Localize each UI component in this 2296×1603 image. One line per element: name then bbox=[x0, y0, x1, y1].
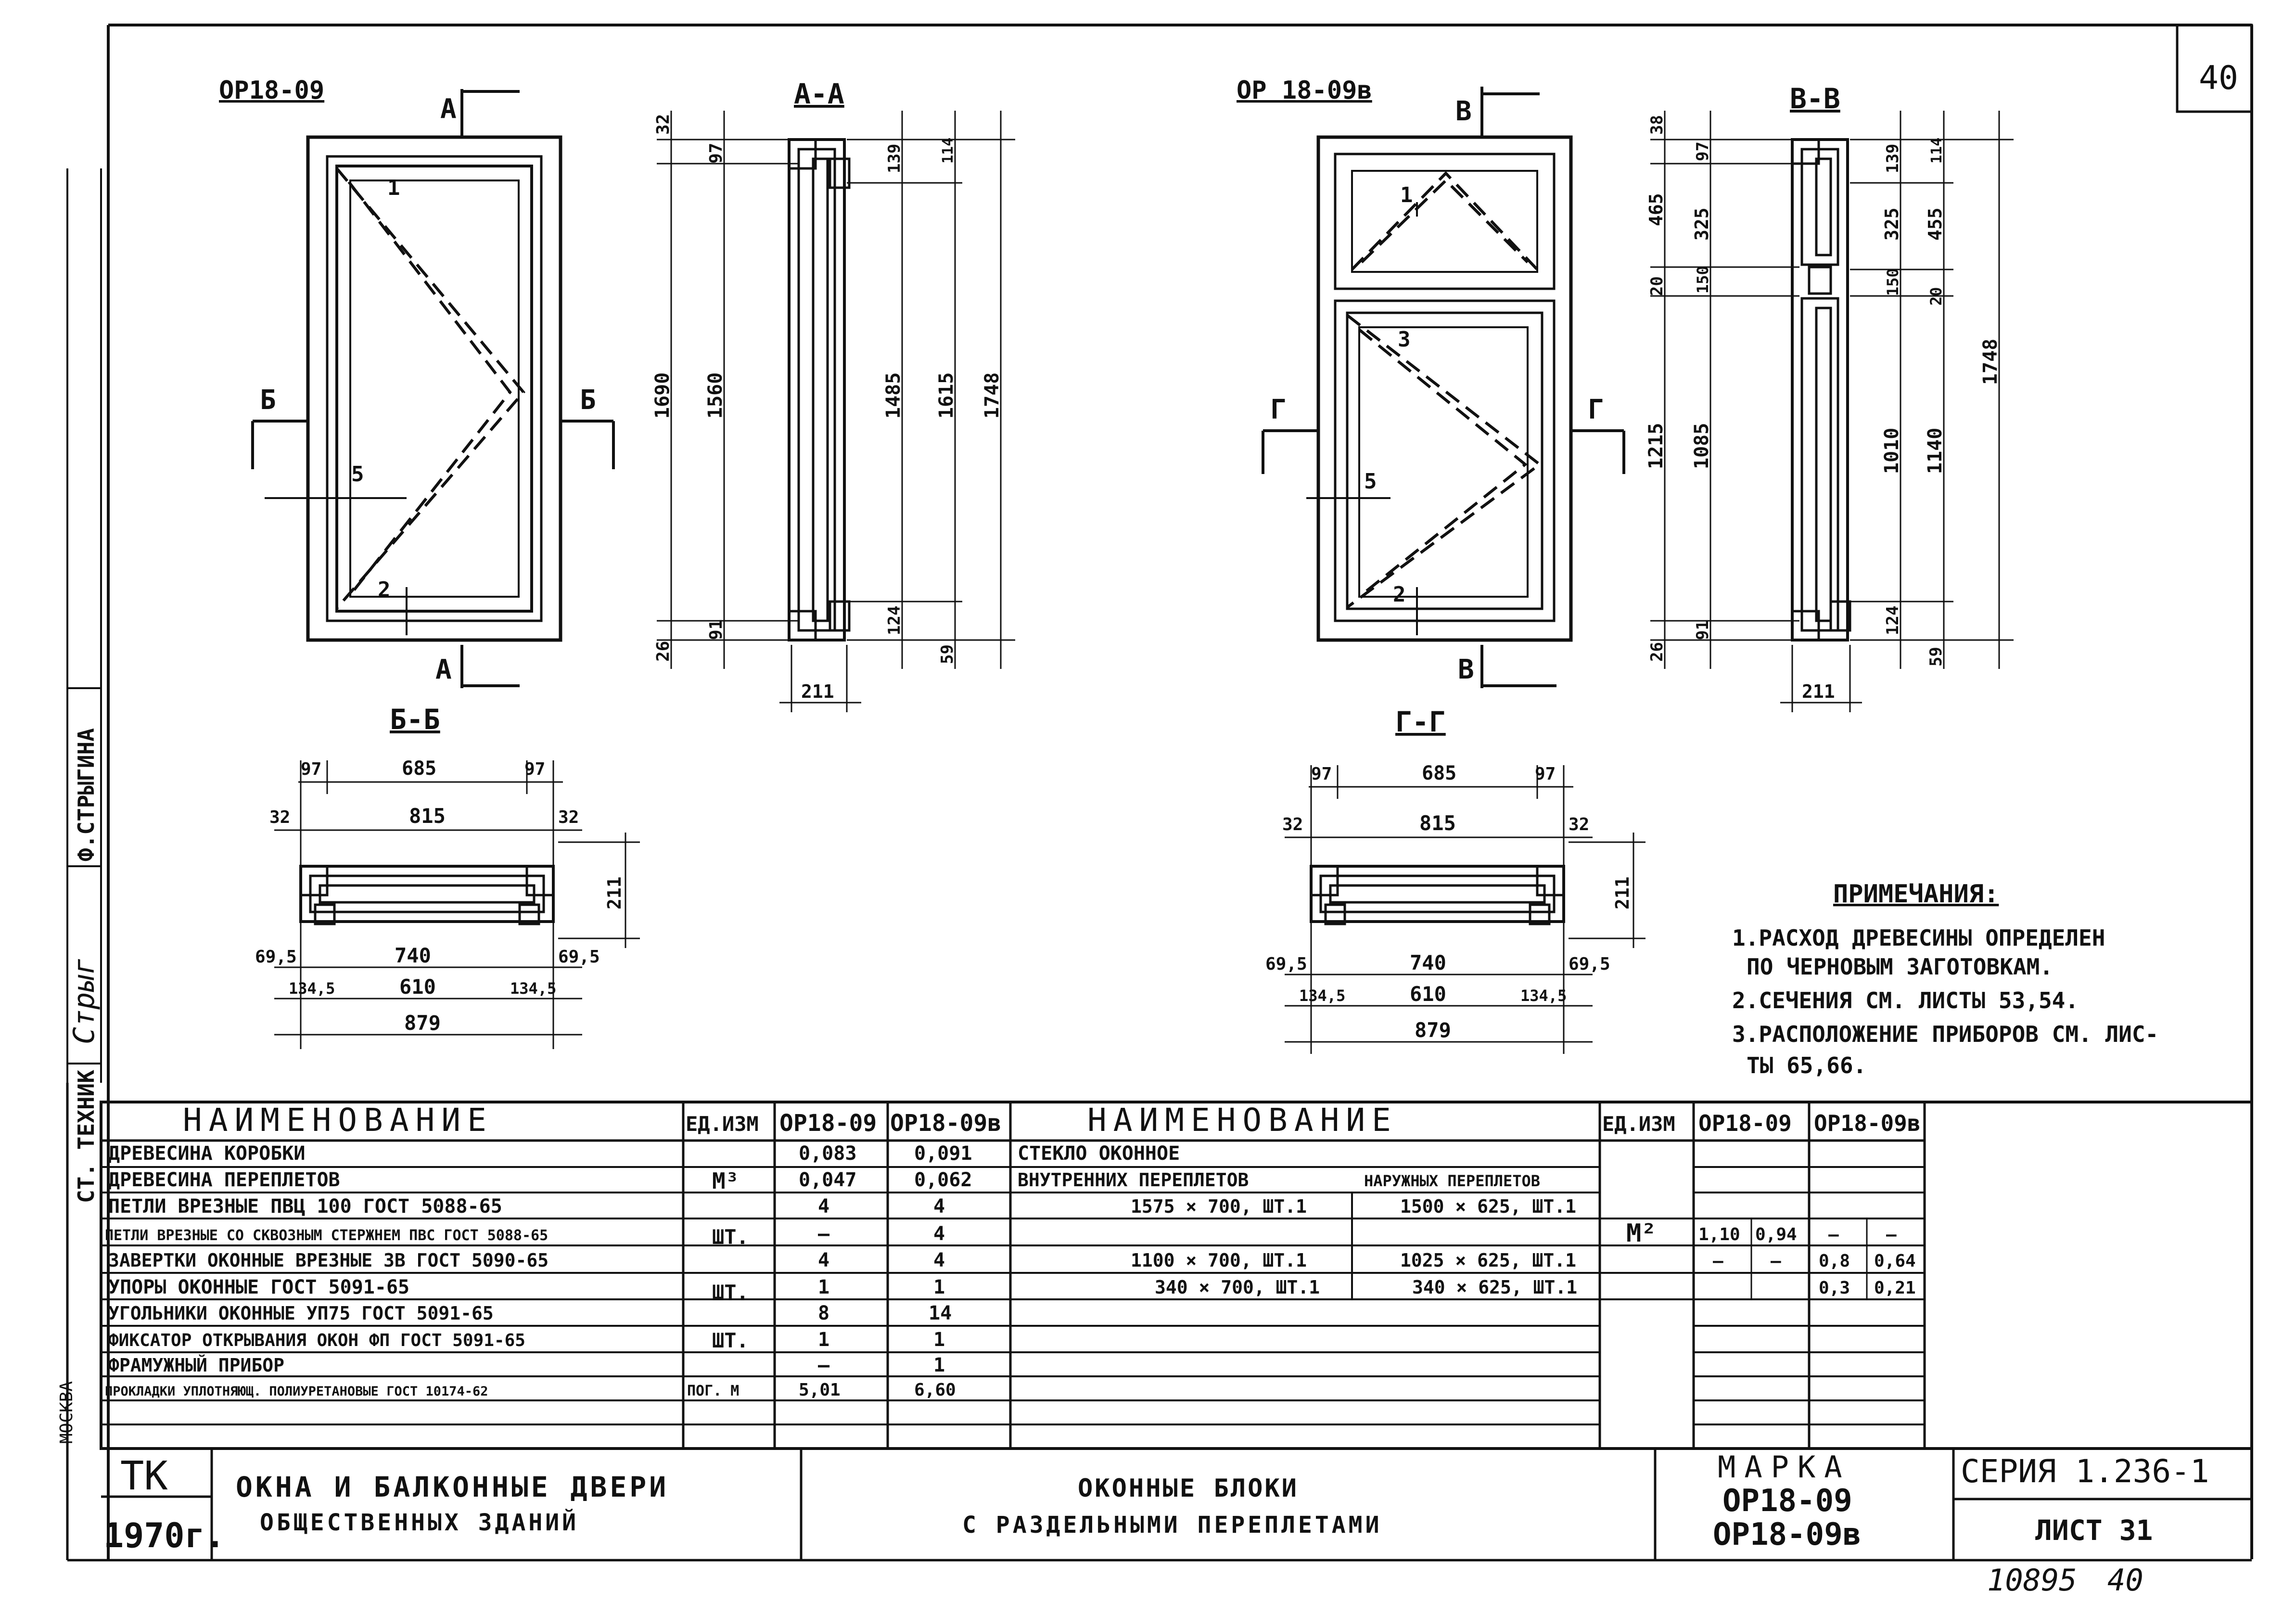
vv-dim-38: 38 bbox=[1647, 115, 1667, 135]
aa-dim-32: 32 bbox=[653, 114, 673, 135]
mat-row-5-unit: ШТ. bbox=[712, 1281, 749, 1304]
mat-row-1-b: 0,091 bbox=[914, 1142, 972, 1165]
title-marka-1: ОР18-09 bbox=[1722, 1483, 1852, 1519]
aa-dim-139: 139 bbox=[885, 143, 904, 173]
bb-dim-1345-left: 134,5 bbox=[289, 979, 335, 998]
right-callout-5: 5 bbox=[1364, 469, 1377, 494]
left-cut-a-top: А bbox=[440, 93, 457, 125]
note-line-3: 2.СЕЧЕНИЯ СМ. ЛИСТЫ 53,54. bbox=[1732, 987, 2079, 1013]
aa-dim-59: 59 bbox=[938, 644, 957, 664]
glass-r2-b2: 0,64 bbox=[1874, 1251, 1916, 1271]
vv-dim-114: 114 bbox=[1928, 137, 1945, 164]
vv-dim-465: 465 bbox=[1645, 193, 1667, 226]
left-callout-5: 5 bbox=[351, 462, 364, 487]
materials-header-name: НАИМЕНОВАНИЕ bbox=[183, 1102, 493, 1139]
glass-r3-b1: 0,3 bbox=[1819, 1278, 1850, 1298]
note-line-1: 1.РАСХОД ДРЕВЕСИНЫ ОПРЕДЕЛЕН bbox=[1732, 925, 2105, 951]
aa-dim-211: 211 bbox=[801, 681, 834, 702]
aa-dim-1615: 1615 bbox=[935, 372, 957, 419]
right-callout-2: 2 bbox=[1393, 582, 1406, 607]
mat-row-10-unit: ПОГ. М bbox=[687, 1383, 740, 1399]
glass-sub-inner: ВНУТРЕННИХ ПЕРЕПЛЕТОВ bbox=[1018, 1169, 1249, 1191]
mat-row-10-name: ПРОКЛАДКИ УПЛОТНЯЮЩ. ПОЛИУРЕТАНОВЫЕ ГОСТ 10174-62 bbox=[105, 1384, 488, 1399]
vv-dim-1140: 1140 bbox=[1924, 427, 1946, 474]
vv-dim-124: 124 bbox=[1883, 605, 1902, 635]
mat-row-3-b: 4 bbox=[933, 1195, 945, 1218]
bb-dim-685: 685 bbox=[402, 757, 437, 780]
vv-dim-97: 97 bbox=[1693, 141, 1712, 161]
bb-dim-1345-right: 134,5 bbox=[510, 979, 557, 998]
left-callout-1: 1 bbox=[387, 176, 400, 200]
right-callout-3: 3 bbox=[1398, 327, 1411, 352]
mat-row-1-unit: М³ bbox=[712, 1168, 739, 1194]
glass-r3-outer: 340 × 625, ШТ.1 bbox=[1412, 1277, 1578, 1298]
mat-row-6-b: 1 bbox=[933, 1276, 945, 1298]
aa-dim-91: 91 bbox=[706, 619, 726, 640]
aa-dim-114: 114 bbox=[940, 137, 957, 164]
mat-row-7-b: 14 bbox=[929, 1302, 952, 1324]
archive-number: 10895 bbox=[1987, 1563, 2077, 1598]
glass-r1-outer: 1500 × 625, ШТ.1 bbox=[1400, 1196, 1577, 1217]
mat-row-8-b: 1 bbox=[933, 1329, 945, 1351]
gg-dim-32-left: 32 bbox=[1282, 815, 1303, 834]
bb-dim-32-left: 32 bbox=[269, 808, 291, 827]
notes-title: ПРИМЕЧАНИЯ: bbox=[1833, 880, 1999, 909]
margin-location: МОСКВА bbox=[57, 1381, 77, 1444]
bb-dim-211: 211 bbox=[604, 876, 625, 910]
section-vv-title: В-В bbox=[1790, 82, 1840, 115]
mat-row-6-name: УПОРЫ ОКОННЫЕ ГОСТ 5091-65 bbox=[108, 1276, 410, 1298]
mat-row-2-name: ДРЕВЕСИНА ПЕРЕПЛЕТОВ bbox=[108, 1169, 340, 1191]
mat-row-1-a: 0,083 bbox=[799, 1142, 857, 1165]
vv-dim-91: 91 bbox=[1693, 620, 1712, 640]
title-marka-label: МАРКА bbox=[1718, 1449, 1851, 1485]
mat-row-3-name: ПЕТЛИ ВРЕЗНЫЕ ПВЦ 100 ГОСТ 5088-65 bbox=[108, 1195, 502, 1218]
note-line-4: 3.РАСПОЛОЖЕНИЕ ПРИБОРОВ СМ. ЛИС- bbox=[1732, 1021, 2159, 1047]
glass-r2-outer: 1025 × 625, ШТ.1 bbox=[1400, 1250, 1577, 1271]
mat-row-7-name: УГОЛЬНИКИ ОКОННЫЕ УП75 ГОСТ 5091-65 bbox=[108, 1303, 494, 1324]
glass-header-unit: ЕД.ИЗМ bbox=[1602, 1112, 1675, 1136]
title-project-line2: ОБЩЕСТВЕННЫХ ЗДАНИЙ bbox=[260, 1509, 579, 1536]
glass-sub-outer: НАРУЖНЫХ ПЕРЕПЛЕТОВ bbox=[1364, 1172, 1541, 1190]
sheet-number: 40 bbox=[2199, 59, 2238, 97]
bb-dim-695-left: 69,5 bbox=[255, 947, 297, 967]
title-year: 1970г. bbox=[103, 1516, 225, 1555]
vv-dim-59: 59 bbox=[1926, 647, 1946, 667]
gg-dim-740: 740 bbox=[1410, 951, 1446, 975]
vv-dim-20: 20 bbox=[1647, 276, 1667, 296]
glass-header-name: НАИМЕНОВАНИЕ bbox=[1087, 1102, 1398, 1139]
right-cut-g-right: Г bbox=[1588, 394, 1604, 425]
margin-name-label: Ф.СТРЫГИНА bbox=[73, 728, 99, 861]
glass-r2-b1: 0,8 bbox=[1819, 1251, 1850, 1271]
right-cut-g-left: Г bbox=[1270, 394, 1287, 425]
bb-dim-97-right: 97 bbox=[524, 759, 546, 779]
mat-row-4-b: 4 bbox=[933, 1223, 945, 1245]
mat-row-9-a: — bbox=[818, 1354, 830, 1376]
glass-header-b: ОР18-09в bbox=[1814, 1110, 1921, 1136]
title-drawing-line2: С РАЗДЕЛЬНЫМИ ПЕРЕПЛЕТАМИ bbox=[962, 1512, 1382, 1539]
mat-row-5-name: ЗАВЕРТКИ ОКОННЫЕ ВРЕЗНЫЕ ЗВ ГОСТ 5090-65 bbox=[108, 1250, 549, 1271]
mat-row-4-a: — bbox=[818, 1223, 830, 1245]
mat-row-9-b: 1 bbox=[933, 1354, 945, 1376]
bb-dim-740: 740 bbox=[395, 944, 431, 967]
mat-row-10-a: 5,01 bbox=[799, 1380, 841, 1400]
right-cut-v-top: В bbox=[1455, 96, 1472, 127]
glass-r1-a2: 0,94 bbox=[1755, 1225, 1797, 1244]
margin-role-label: СТ. ТЕХНИК bbox=[73, 1070, 99, 1203]
aa-dim-1690: 1690 bbox=[651, 372, 674, 419]
gg-dim-32-right: 32 bbox=[1569, 815, 1590, 834]
right-cut-v-bottom: В bbox=[1458, 654, 1474, 685]
title-series: СЕРИЯ 1.236-1 bbox=[1961, 1453, 2209, 1490]
glass-header-a: ОР18-09 bbox=[1698, 1110, 1792, 1136]
title-sheet: ЛИСТ 31 bbox=[2035, 1514, 2153, 1547]
vv-dim-1215: 1215 bbox=[1645, 423, 1667, 469]
glass-r3-inner: 340 × 700, ШТ.1 bbox=[1155, 1277, 1320, 1298]
bb-dim-32-right: 32 bbox=[558, 808, 579, 827]
section-bb-title: Б-Б bbox=[390, 703, 440, 736]
aa-dim-1560: 1560 bbox=[704, 372, 727, 419]
gg-dim-815: 815 bbox=[1419, 811, 1456, 835]
gg-dim-1345-right: 134,5 bbox=[1520, 987, 1567, 1005]
aa-dim-97: 97 bbox=[706, 142, 726, 164]
glass-r2-a1: — bbox=[1713, 1251, 1723, 1271]
left-cut-b-left: Б bbox=[260, 385, 276, 416]
note-line-2: ПО ЧЕРНОВЫМ ЗАГОТОВКАМ. bbox=[1747, 954, 2053, 980]
mat-row-4-name: ПЕТЛИ ВРЕЗНЫЕ СО СКВОЗНЫМ СТЕРЖНЕМ ПВС ГОСТ 5088-65 bbox=[105, 1227, 548, 1244]
mat-row-2-a: 0,047 bbox=[799, 1169, 857, 1191]
bb-dim-879: 879 bbox=[404, 1011, 441, 1035]
gg-dim-695-left: 69,5 bbox=[1265, 954, 1307, 974]
right-window-mark: ОР 18-09в bbox=[1237, 76, 1372, 105]
mat-row-2-b: 0,062 bbox=[914, 1169, 972, 1191]
glass-r1-a1: 1,10 bbox=[1698, 1225, 1740, 1244]
title-org: ТК bbox=[120, 1453, 168, 1499]
note-line-5: ТЫ 65,66. bbox=[1747, 1052, 1867, 1078]
materials-header-b: ОР18-09в bbox=[890, 1110, 1002, 1137]
vv-dim-325r: 325 bbox=[1881, 207, 1902, 241]
vv-dim-1085: 1085 bbox=[1691, 423, 1713, 469]
bb-dim-695-right: 69,5 bbox=[558, 947, 600, 967]
vv-dim-150r: 150 bbox=[1884, 268, 1902, 296]
gg-dim-97-left: 97 bbox=[1311, 764, 1332, 784]
gg-dim-97-right: 97 bbox=[1535, 764, 1556, 784]
glass-r3-b2: 0,21 bbox=[1874, 1278, 1916, 1298]
vv-dim-455: 455 bbox=[1925, 207, 1946, 241]
mat-row-3-a: 4 bbox=[818, 1195, 830, 1218]
glass-r1-b2: — bbox=[1886, 1225, 1897, 1244]
bb-dim-815: 815 bbox=[409, 804, 446, 828]
mat-row-7-a: 8 bbox=[818, 1302, 830, 1324]
vv-dim-1748: 1748 bbox=[1979, 338, 2002, 385]
title-marka-2: ОР18-09в bbox=[1713, 1517, 1862, 1552]
mat-row-8-a: 1 bbox=[818, 1329, 830, 1351]
mat-row-5-b: 4 bbox=[933, 1249, 945, 1271]
glass-title: СТЕКЛО ОКОННОЕ bbox=[1018, 1142, 1180, 1165]
title-drawing-line1: ОКОННЫЕ БЛОКИ bbox=[1078, 1474, 1299, 1503]
glass-r2-inner: 1100 × 700, ШТ.1 bbox=[1131, 1250, 1307, 1271]
vv-dim-325: 325 bbox=[1691, 207, 1712, 241]
right-callout-1: 1 bbox=[1400, 183, 1413, 207]
bb-dim-97-left: 97 bbox=[301, 759, 322, 779]
materials-header-a: ОР18-09 bbox=[779, 1110, 877, 1137]
section-gg-title: Г-Г bbox=[1395, 705, 1446, 738]
gg-dim-211: 211 bbox=[1612, 876, 1633, 910]
glass-unit: М² bbox=[1626, 1219, 1657, 1248]
gg-dim-1345-left: 134,5 bbox=[1299, 987, 1346, 1005]
gg-dim-685: 685 bbox=[1422, 762, 1457, 784]
aa-dim-1485: 1485 bbox=[882, 372, 905, 419]
vv-dim-150: 150 bbox=[1694, 266, 1712, 294]
mat-row-7-unit: ШТ. bbox=[712, 1329, 749, 1352]
vv-dim-20r: 20 bbox=[1927, 287, 1945, 306]
aa-dim-124: 124 bbox=[885, 605, 904, 635]
glass-r1-b1: — bbox=[1828, 1225, 1839, 1244]
aa-dim-1748: 1748 bbox=[981, 372, 1003, 419]
vv-dim-26: 26 bbox=[1647, 642, 1667, 662]
mat-row-8-name: ФИКСАТОР ОТКРЫВАНИЯ ОКОН ФП ГОСТ 5091-65 bbox=[108, 1331, 525, 1350]
bb-dim-610: 610 bbox=[399, 975, 436, 999]
vv-dim-1010: 1010 bbox=[1881, 427, 1903, 474]
left-callout-2: 2 bbox=[378, 577, 391, 602]
aa-dim-26: 26 bbox=[653, 641, 673, 662]
archive-sheet: 40 bbox=[2107, 1563, 2143, 1598]
left-window-mark: ОР18-09 bbox=[219, 76, 325, 105]
mat-row-6-a: 1 bbox=[818, 1276, 830, 1298]
gg-dim-879: 879 bbox=[1415, 1018, 1451, 1042]
mat-row-9-name: ФРАМУЖНЫЙ ПРИБОР bbox=[108, 1355, 285, 1376]
mat-row-5-a: 4 bbox=[818, 1249, 830, 1271]
glass-r1-inner: 1575 × 700, ШТ.1 bbox=[1131, 1196, 1307, 1217]
margin-signature: Стрыг bbox=[67, 957, 101, 1044]
left-cut-a-bottom: А bbox=[435, 654, 452, 685]
gg-dim-695-right: 69,5 bbox=[1569, 954, 1610, 974]
vv-dim-139: 139 bbox=[1883, 143, 1902, 173]
vv-dim-211: 211 bbox=[1802, 681, 1835, 702]
gg-dim-610: 610 bbox=[1410, 982, 1446, 1006]
title-project-line1: ОКНА И БАЛКОННЫЕ ДВЕРИ bbox=[236, 1471, 669, 1503]
section-aa-title: А-А bbox=[794, 77, 844, 110]
left-cut-b-right: Б bbox=[580, 385, 596, 416]
materials-header-unit: ЕД.ИЗМ bbox=[686, 1112, 759, 1136]
mat-row-3-unit: ШТ. bbox=[712, 1225, 749, 1249]
mat-row-1-name: ДРЕВЕСИНА КОРОБКИ bbox=[108, 1142, 306, 1165]
mat-row-10-b: 6,60 bbox=[914, 1380, 956, 1400]
glass-r2-a2: — bbox=[1771, 1251, 1781, 1271]
